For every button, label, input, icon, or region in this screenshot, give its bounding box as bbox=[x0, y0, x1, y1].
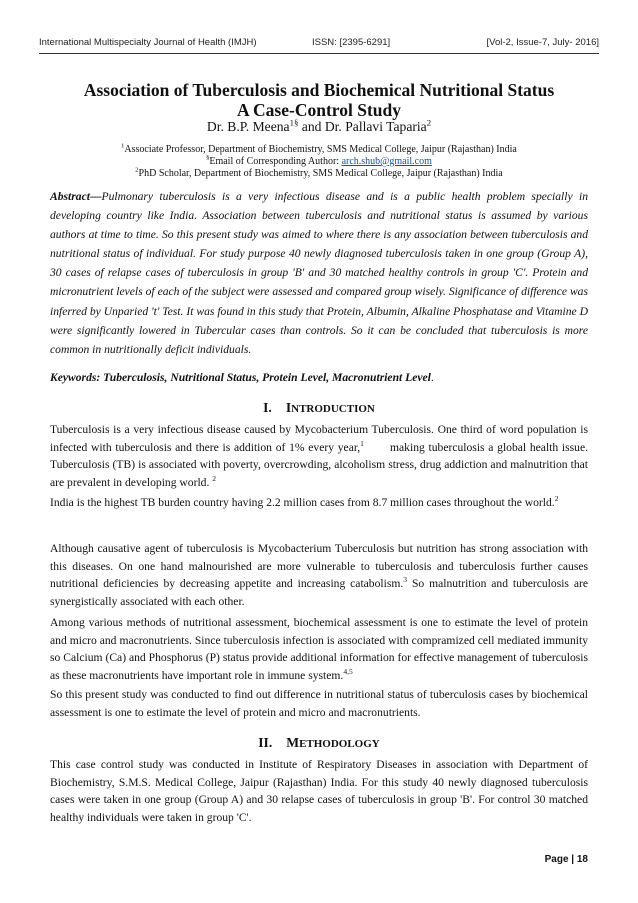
affiliation-2-text: PhD Scholar, Department of Biochemistry, SMS Medical College, Jaipur (Rajasthan) India bbox=[138, 168, 503, 179]
abstract-label: Abstract— bbox=[50, 190, 102, 203]
author-1-marker: 1§ bbox=[289, 117, 299, 128]
affiliation-1-marker: 1 bbox=[121, 142, 125, 150]
abstract-text: Pulmonary tuberculosis is a very infectious disease and is a public health problem specially in developing country like India. Association between tuberculosis and nutritional status is assumed by various authors at time to time. So this present study was aimed to where there is any association between tuberculosis and nutritional status of individual. For study purpose 40 newly diagnosed tuberculosis taken in one group (Group A), 30 cases of relapse cases of tuberculosis in group 'B' and 30 matched healthy controls in group 'C'. Protein and micronutrient levels of each of the subject were assessed and compared group wisely. Significance of difference was inferred by Unparied 't' Test. It was found in this study that Protein, Albumin, Alkaline Phosphatase and Vitamine D were significantly lowered in Tubercular cases than controls. So it can be concluded that tuberculosis is more common in nutritionally deficit individuals. bbox=[50, 190, 588, 356]
keywords-text: Keywords: Tuberculosis, Nutritional Status, Protein Level, Macronutrient Level bbox=[50, 371, 431, 384]
intro-paragraph-3: Although causative agent of tuberculosis is Mycobacterium Tuberculosis but nutrition has strong association with this diseases. On one hand malnourished are more vulnerable to tuberculosis and tuberculosis further causes nutritional deficiencies by decreasing appetite and increasing catabolism.$^3$ So malnutrition and tuberculosis are synergistically associated with each other. bbox=[50, 542, 588, 608]
title-line-1: Association of Tuberculosis and Biochemical Nutritional Status bbox=[83, 80, 555, 100]
keywords-period: . bbox=[430, 371, 434, 384]
affiliation-2 bbox=[30, 168, 608, 180]
section-2-title: ETHODOLOGY bbox=[299, 738, 380, 750]
intro-paragraph-4: Among various methods of nutritional assessment, biochemical assessment is one to estimate the level of protein and micro and macronutrients. Since tuberculosis infection is associated with compramized cell mediated immunity so Calcium (Ca) and Phosphorus (P) status provide additional information for effective management of tuberculosis as these macronutrients have important role in immune system.$^{4,5}$ bbox=[50, 616, 588, 682]
header-divider bbox=[39, 53, 599, 54]
citation: 3 bbox=[403, 575, 408, 585]
citation: 2 bbox=[554, 494, 559, 504]
intro-paragraph-2: India is the highest TB burden country having 2.2 million cases from 8.7 million cases throughout the world.$^2$ bbox=[50, 494, 559, 509]
section-1-number: I. bbox=[263, 400, 272, 415]
page-number: Page | 18 bbox=[544, 854, 588, 865]
issn: ISSN: [2395-6291] bbox=[312, 37, 391, 48]
section-1-title: NTRODUCTION bbox=[291, 403, 375, 415]
running-header bbox=[39, 37, 599, 51]
title-line-2: A Case-Control Study bbox=[236, 100, 401, 120]
affiliation-email bbox=[30, 156, 608, 168]
abstract bbox=[50, 187, 588, 359]
paper-title bbox=[30, 80, 608, 120]
methodology-paragraph-1: This case control study was conducted in Institute of Respiratory Diseases in association with Department of Biochemistry, S.M.S. Medical College, Jaipur (Rajasthan) India. For this study 40 newly diagnosed tuberculosis cases were taken in one group (Group A) and 30 relapse cases of tuberculosis in group 'B'. For control 30 matched healthy individuals were taken in group 'C'. bbox=[50, 758, 588, 824]
citation: 2 bbox=[212, 473, 217, 483]
citation: 4,5 bbox=[343, 666, 353, 676]
author-1: Dr. B.P. Meena bbox=[206, 119, 290, 134]
affiliation-1-text: Associate Professor, Department of Biochemistry, SMS Medical College, Jaipur (Rajasthan) India bbox=[124, 144, 517, 155]
intro-paragraph-1: Tuberculosis is a very infectious disease caused by Mycobacterium Tuberculosis. One third of word population is infected with tuberculosis and there is addition of 1% every year,$^1$ making tuberculosis a global health issue. Tuberculosis (TB) is associated with poverty, overcrowding, alcoholism stress, drug addiction and malnutrition that are prevalent in developing world. $^2$ bbox=[50, 423, 588, 489]
affiliation-2-marker: 2 bbox=[135, 166, 139, 174]
affiliation-email-label: Email of Corresponding Author: bbox=[209, 156, 342, 167]
section-1-initial: I bbox=[285, 400, 292, 415]
citation: 1 bbox=[360, 438, 364, 448]
section-2-initial: M bbox=[286, 735, 300, 750]
author-list bbox=[30, 119, 608, 135]
corresponding-email-link[interactable]: arch.shub@gmail.com bbox=[341, 156, 432, 167]
section-2-number: II. bbox=[258, 735, 273, 750]
section-heading-methodology bbox=[0, 735, 638, 751]
keywords bbox=[50, 370, 588, 386]
journal-name: International Multispecialty Journal of Health (IMJH) bbox=[39, 37, 257, 48]
affiliation-email-marker: § bbox=[206, 154, 210, 162]
author-2-marker: 2 bbox=[426, 117, 432, 128]
author-conjunction: and bbox=[298, 119, 325, 134]
affiliation-1 bbox=[30, 144, 608, 156]
section-heading-introduction bbox=[0, 400, 638, 416]
author-2: Dr. Pallavi Taparia bbox=[324, 119, 427, 134]
volume-issue: [Vol-2, Issue-7, July- 2016] bbox=[486, 37, 599, 48]
intro-paragraph-5: So this present study was conducted to find out difference in nutritional status of tuberculosis cases by biochemical assessment is one to estimate the level of protein and micro and macronutrients. bbox=[50, 688, 588, 719]
